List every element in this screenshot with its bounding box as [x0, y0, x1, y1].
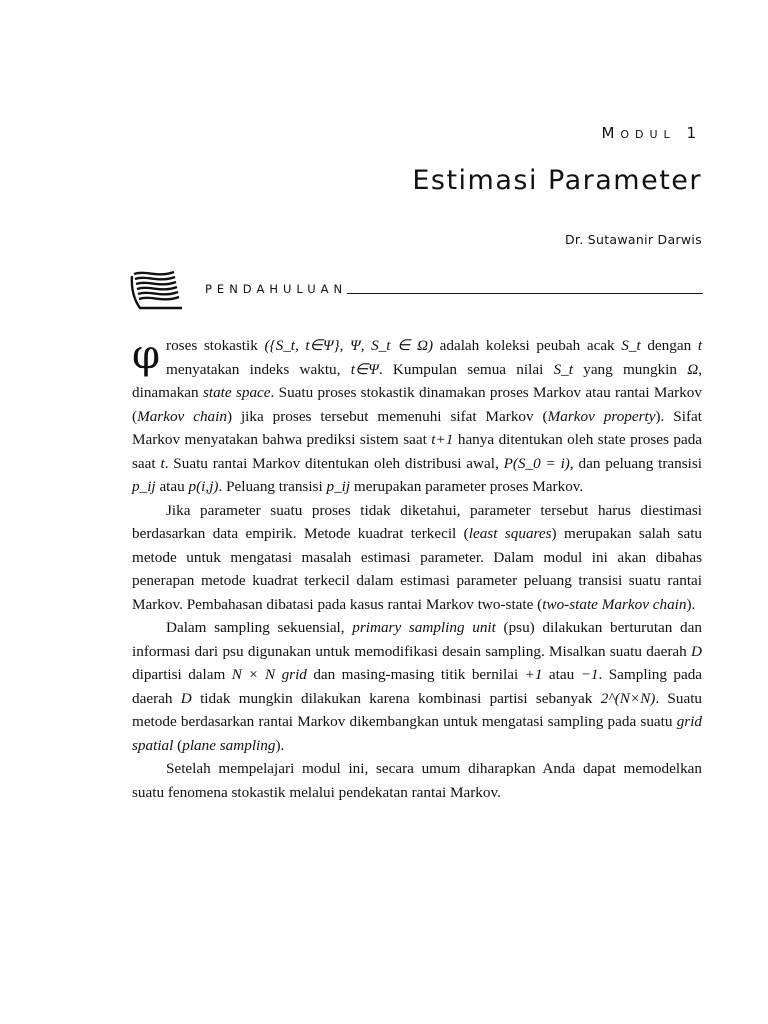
- text: ). Sifat Markov menyatakan bahwa prediksi sistem saat: [132, 407, 702, 448]
- math-expression: +1: [524, 666, 543, 683]
- paragraph-intro: [132, 334, 702, 499]
- text: . Kumpulan semua nilai: [378, 360, 544, 378]
- math-expression: D: [180, 689, 192, 707]
- text: atau: [159, 478, 185, 495]
- text: adalah koleksi peubah acak: [439, 337, 615, 354]
- math-expression: ({S_t, t∈Ψ}, Ψ, S_t ∈ Ω): [264, 337, 434, 354]
- paragraph-estimation: [132, 499, 702, 617]
- math-expression: Ω: [687, 360, 699, 378]
- wavy-page-icon: [128, 268, 184, 310]
- italic-term: grid spatial: [132, 713, 703, 754]
- module-label: Modul 1: [601, 124, 702, 142]
- text: . Suatu rantai Markov ditentukan oleh distribusi awal,: [164, 454, 499, 472]
- italic-term: Markov property: [547, 407, 656, 425]
- paragraph-sampling: [132, 616, 702, 757]
- text: . Suatu proses stokastik dinamakan proses Markov atau rantai Markov (: [132, 384, 702, 425]
- math-expression: N × N: [231, 666, 276, 683]
- text: Dalam sampling sekuensial,: [166, 619, 345, 636]
- text: ) jika proses tersebut memenuhi sifat Markov (: [226, 407, 548, 425]
- text: , dan peluang transisi: [569, 454, 703, 472]
- italic-term: least squares: [468, 525, 552, 542]
- math-expression: P(S_0 = i): [503, 454, 570, 472]
- text: . Peluang transisi: [218, 478, 323, 495]
- text: yang mungkin: [583, 360, 677, 378]
- text: ).: [686, 595, 696, 613]
- text: (psu) dilakukan berturutan dan informasi dari psu digunakan untuk memodifikasi desain sampling. Misalkan suatu daerah: [132, 619, 702, 660]
- text: (: [177, 736, 183, 754]
- text: dan masing-masing titik bernilai: [313, 666, 519, 683]
- text: menyatakan indeks waktu,: [166, 360, 341, 378]
- section-header: [205, 282, 703, 296]
- italic-term: state space: [202, 384, 271, 401]
- body-text: [132, 334, 702, 804]
- italic-term: grid: [281, 666, 307, 683]
- text: ).: [275, 736, 285, 754]
- page-title: Estimasi Parameter: [412, 165, 702, 196]
- paragraph-objective: Setelah mempelajari modul ini, secara umum diharapkan Anda dapat memodelkan suatu fenomena stokastik melalui pendekatan rantai Markov.: [132, 760, 702, 801]
- math-expression: −1: [580, 666, 599, 683]
- math-expression: t: [697, 337, 703, 354]
- math-expression: S_t: [553, 360, 573, 378]
- math-expression: t∈Ψ: [350, 360, 379, 378]
- section-heading: PENDAHULUAN: [205, 282, 348, 296]
- text: Jika parameter suatu proses tidak diketahui, parameter tersebut harus diestimasi berdasarkan data empirik. Metode kuadrat terkecil (: [132, 501, 702, 542]
- math-expression: p_ij: [132, 478, 156, 495]
- text: ) merupakan salah satu metode untuk mengatasi masalah estimasi parameter. Dalam modul ini akan dibahas penerapan metode kuadrat terkecil dalam estimasi parameter peluang transisi suatu rantai Markov. Pembahasan dibatasi pada kasus rantai Markov two-state (: [132, 525, 703, 613]
- text: dengan: [647, 337, 692, 354]
- math-expression: p(i,j): [188, 478, 219, 495]
- text: roses stokastik: [166, 337, 258, 354]
- phi-dropcap: φ: [132, 332, 161, 378]
- math-expression: D: [691, 642, 702, 660]
- italic-term: primary sampling unit: [352, 619, 496, 636]
- text: . Sampling pada daerah: [132, 666, 703, 707]
- text: hanya ditentukan oleh state proses pada saat: [132, 431, 703, 472]
- math-expression: t: [160, 454, 165, 472]
- italic-term: two-state Markov chain: [542, 595, 687, 613]
- text: tidak mungkin dilakukan karena kombinasi partisi sebanyak: [200, 689, 593, 707]
- italic-term: Markov chain: [137, 407, 227, 425]
- author-name: Dr. Sutawanir Darwis: [564, 232, 702, 247]
- math-expression: S_t: [621, 337, 641, 354]
- italic-term: plane sampling: [182, 736, 276, 754]
- text: dipartisi dalam: [132, 666, 226, 683]
- text: . Suatu metode berdasarkan rantai Markov dikembangkan untuk mengatasi sampling pada suatu: [132, 689, 703, 730]
- math-expression: p_ij: [326, 478, 351, 495]
- section-rule: [347, 293, 703, 294]
- text: , dinamakan: [132, 360, 703, 401]
- math-expression: t+1: [431, 431, 454, 448]
- text: merupakan parameter proses Markov.: [353, 478, 584, 495]
- math-expression: 2^(N×N): [600, 689, 656, 707]
- text: atau: [548, 666, 575, 683]
